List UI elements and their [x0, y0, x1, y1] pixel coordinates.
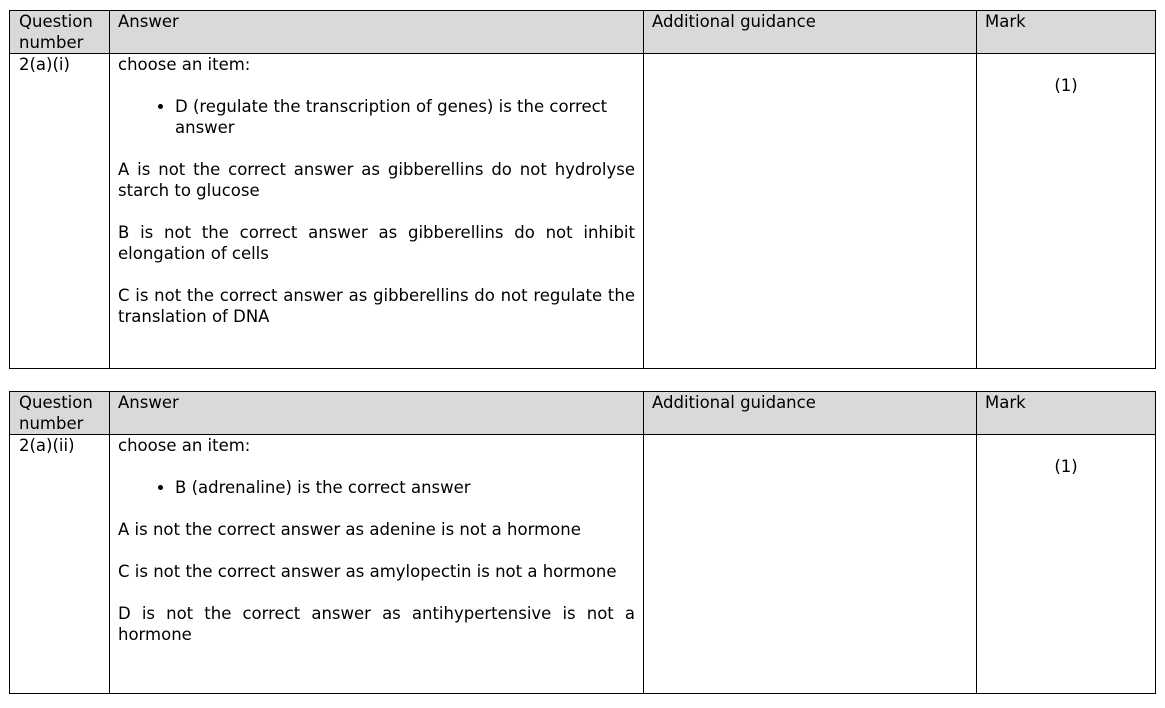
answer-cell [110, 435, 644, 694]
mark-cell [977, 54, 1156, 369]
correct-answer-bullet: • B (adrenaline) is the correct answer [175, 477, 635, 498]
additional-guidance-cell [644, 435, 977, 694]
question-number: 2(a)(ii) [10, 435, 110, 694]
mark-scheme-table-q2ai [9, 10, 1156, 369]
answer-reason: A is not the correct answer as adenine is not a hormone [118, 520, 581, 539]
header-question-number: Question number [10, 392, 110, 435]
header-question-number: Question number [10, 11, 110, 54]
table-row [10, 435, 1156, 694]
mark-value: (1) [1054, 457, 1078, 476]
table-row [10, 54, 1156, 369]
mark-value: (1) [1054, 76, 1078, 95]
answer-intro: choose an item: [118, 436, 251, 455]
header-answer: Answer [110, 392, 644, 435]
mark-scheme-table-q2aii [9, 391, 1156, 694]
header-additional-guidance: Additional guidance [644, 392, 977, 435]
answer-reason: D is not the correct answer as antihypertensive is not a hormone [118, 604, 635, 644]
answer-reason: C is not the correct answer as amylopectin is not a hormone [118, 562, 617, 581]
header-answer: Answer [110, 11, 644, 54]
answer-reason: A is not the correct answer as gibberellins do not hydrolyse starch to glucose [118, 160, 635, 200]
answer-reason: C is not the correct answer as gibberellins do not regulate the translation of DNA [118, 286, 635, 326]
table-header-row [10, 11, 1156, 54]
additional-guidance-cell [644, 54, 977, 369]
mark-cell [977, 435, 1156, 694]
answer-bullet-list [118, 477, 635, 498]
correct-answer-bullet: • D (regulate the transcription of genes) is the correct answer [175, 96, 635, 138]
header-mark: Mark [977, 392, 1156, 435]
answer-bullet-list [118, 96, 635, 138]
answer-cell [110, 54, 644, 369]
header-mark: Mark [977, 11, 1156, 54]
question-number: 2(a)(i) [10, 54, 110, 369]
answer-reason: B is not the correct answer as gibberellins do not inhibit elongation of cells [118, 223, 635, 263]
table-header-row [10, 392, 1156, 435]
header-additional-guidance: Additional guidance [644, 11, 977, 54]
answer-intro: choose an item: [118, 55, 251, 74]
